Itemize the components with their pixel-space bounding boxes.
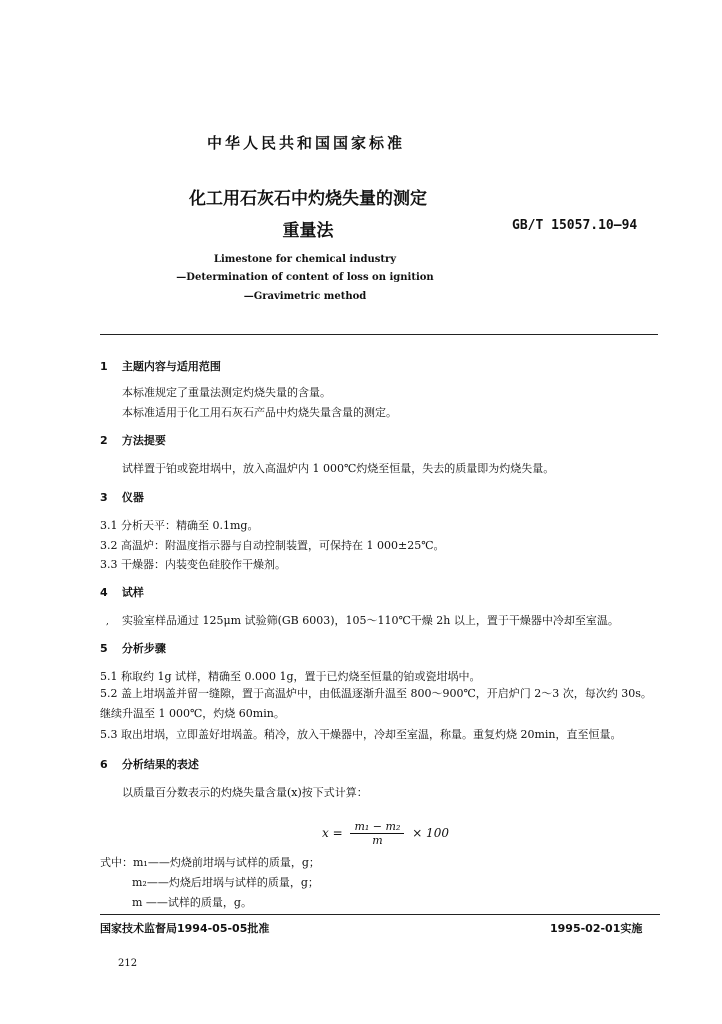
section-heading-text: 分析结果的表述 xyxy=(121,758,199,771)
header-divider xyxy=(100,334,658,335)
section-2-text: 试样置于铂或瓷坩埚中，放入高温炉内 1 000℃灼烧至恒量，失去的质量即为灼烧失量。 xyxy=(122,462,555,475)
section-6-text: 以质量百分数表示的灼烧失量含量(x)按下式计算： xyxy=(122,786,368,799)
section-number: 6 xyxy=(100,758,108,771)
section-number: 1 xyxy=(100,360,108,373)
where-line-2: m₂——灼烧后坩埚与试样的质量，g； xyxy=(132,876,319,889)
document-title: 化工用石灰石中灼烧失量的测定 xyxy=(189,189,427,209)
section-number: 4 xyxy=(100,586,108,599)
scan-speck: , xyxy=(106,617,109,627)
formula-lhs: x = xyxy=(322,826,343,840)
section-6-heading xyxy=(100,756,199,772)
section-4-heading xyxy=(100,584,144,600)
section-5-item-3: 5.3 取出坩埚，立即盖好坩埚盖。稍冷，放入干燥器中，冷却至室温，称量。重复灼烧 20min，直至恒量。 xyxy=(100,728,622,741)
formula-denominator: m xyxy=(372,834,383,847)
document-subtitle: 重量法 xyxy=(282,221,334,241)
formula-fraction xyxy=(350,820,404,847)
section-1-heading xyxy=(100,358,221,374)
standard-body-title: 中华人民共和国国家标准 xyxy=(206,134,405,152)
loss-on-ignition-formula xyxy=(322,820,449,847)
section-5-heading xyxy=(100,640,166,656)
section-3-item-3: 3.3 干燥器：内装变色硅胶作干燥剂。 xyxy=(100,558,286,571)
section-3-heading xyxy=(100,489,144,505)
page-number: 212 xyxy=(118,958,138,969)
footer-divider xyxy=(100,914,660,915)
section-number: 5 xyxy=(100,642,108,655)
english-title-line-3: —Gravimetric method xyxy=(243,291,367,302)
section-heading-text: 主题内容与适用范围 xyxy=(121,360,221,373)
implementation-date: 1995-02-01实施 xyxy=(550,922,643,935)
section-5-item-2: 5.2 盖上坩埚盖并留一缝隙，置于高温炉中，由低温逐渐升温至 800～900℃，开启炉门 2～3 次，每次约 30s。继续升温至 1 000℃，灼烧 60min。 xyxy=(100,687,652,720)
section-heading-text: 分析步骤 xyxy=(121,642,166,655)
where-line-1: 式中：m₁——灼烧前坩埚与试样的质量，g； xyxy=(100,856,320,869)
section-heading-text: 试样 xyxy=(121,586,144,599)
formula-rhs: × 100 xyxy=(412,826,449,840)
standard-number: GB/T 15057.10—94 xyxy=(512,218,638,233)
english-title-line-1: Limestone for chemical industry xyxy=(213,254,397,265)
formula-numerator: m₁ − m₂ xyxy=(350,820,404,834)
section-number: 3 xyxy=(100,491,108,504)
section-3-item-1: 3.1 分析天平：精确至 0.1mg。 xyxy=(100,519,259,532)
english-title-line-2: —Determination of content of loss on ignition xyxy=(176,272,434,283)
where-line-3: m ——试样的质量，g。 xyxy=(132,896,252,909)
section-1-line-1: 本标准规定了重量法测定灼烧失量的含量。 xyxy=(122,386,331,399)
section-3-item-2: 3.2 高温炉：附温度指示器与自动控制装置，可保持在 1 000±25℃。 xyxy=(100,539,445,552)
section-number: 2 xyxy=(100,434,108,447)
section-1-line-2: 本标准适用于化工用石灰石产品中灼烧失量含量的测定。 xyxy=(122,406,397,419)
section-heading-text: 方法提要 xyxy=(121,434,166,447)
approval-date: 国家技术监督局1994-05-05批准 xyxy=(100,922,270,935)
section-5-item-1: 5.1 称取约 1g 试样，精确至 0.000 1g，置于已灼烧至恒量的铂或瓷坩埚中。 xyxy=(100,670,481,683)
section-heading-text: 仪器 xyxy=(121,491,144,504)
section-2-heading xyxy=(100,432,166,448)
section-4-text: 实验室样品通过 125μm 试验筛(GB 6003)，105～110℃干燥 2h 以上，置于干燥器中冷却至室温。 xyxy=(122,614,619,627)
